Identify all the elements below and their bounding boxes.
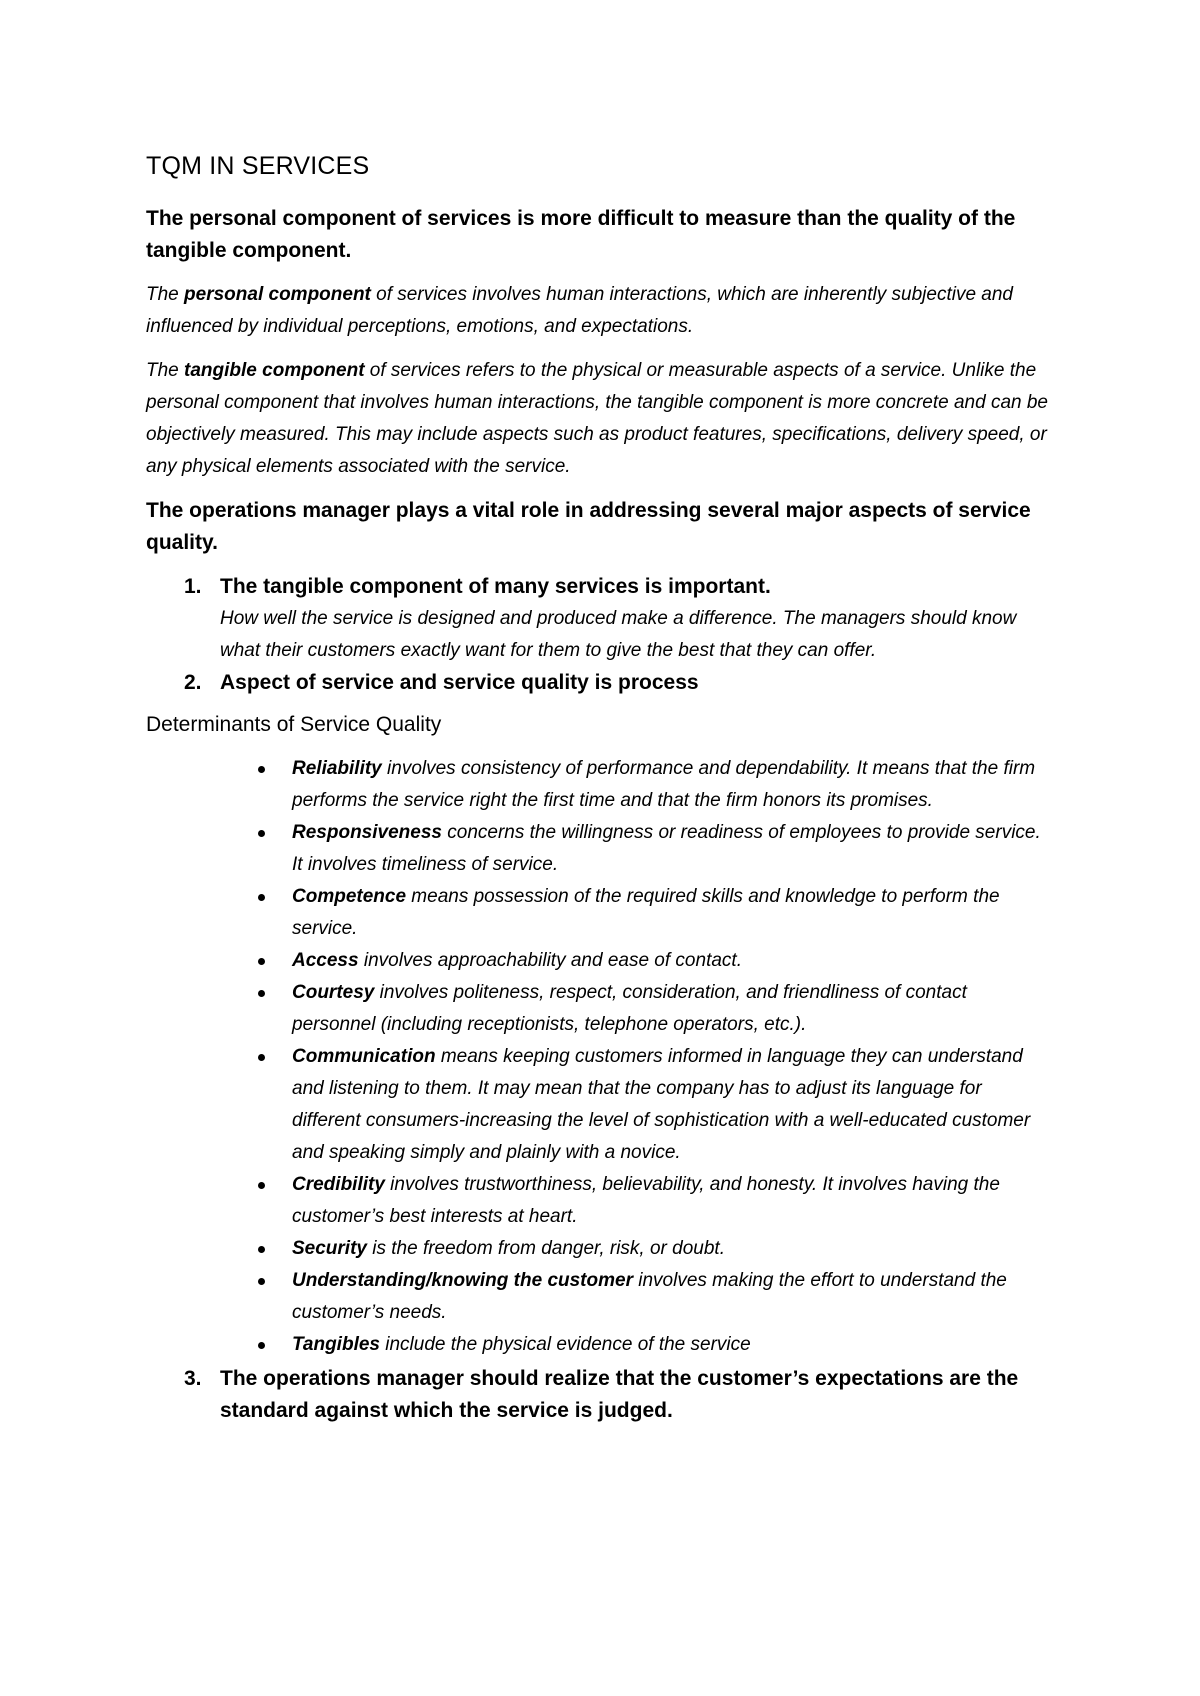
determinants-list — [146, 753, 1050, 1361]
determinant-term: Tangibles — [292, 1334, 380, 1355]
determinant-item — [146, 881, 1050, 945]
determinant-text: involves politeness, respect, consideration, and friendliness of contact personnel (including receptionists, telephone operators, etc.). — [292, 982, 967, 1035]
list-number: 3. — [184, 1367, 202, 1390]
determinant-text: involves approachability and ease of contact. — [358, 950, 742, 971]
determinant-term: Security — [292, 1238, 367, 1259]
determinant-item — [146, 1329, 1050, 1361]
determinant-term: Courtesy — [292, 982, 375, 1003]
list-item-title: The operations manager should realize that the customer’s expectations are the standard against which the service is judged. — [220, 1367, 1019, 1422]
determinant-text: involves trustworthiness, believability, and honesty. It involves having the customer’s best interests at heart. — [292, 1174, 1000, 1227]
bullet-icon — [258, 1278, 265, 1285]
determinant-item — [146, 1041, 1050, 1169]
determinants-heading: Determinants of Service Quality — [146, 713, 442, 736]
paragraph-personal-component — [146, 279, 1050, 343]
list-item — [146, 667, 1050, 699]
determinant-item — [146, 1169, 1050, 1233]
determinant-text: concerns the willingness or readiness of employees to provide service. It involves timeliness of service. — [292, 822, 1041, 875]
para1-pre: The — [146, 284, 185, 305]
bullet-icon — [258, 830, 265, 837]
determinant-text: means keeping customers informed in language they can understand and listening to them. It may mean that the company has to adjust its language for different consumers-increasing the level of sophistication with a well-educated customer and speaking simply and plainly with a novice. — [292, 1046, 1031, 1163]
determinant-term: Access — [292, 950, 359, 971]
determinant-item — [146, 945, 1050, 977]
determinant-term: Understanding/knowing the customer — [292, 1270, 633, 1291]
determinant-item — [146, 1265, 1050, 1329]
determinant-text: involves consistency of performance and dependability. It means that the firm performs the service right the first time and that the firm honors its promises. — [292, 758, 1036, 811]
bullet-icon — [258, 1342, 265, 1349]
numbered-list — [146, 571, 1050, 699]
heading-personal-vs-tangible: The personal component of services is more difficult to measure than the quality of the tangible component. — [146, 207, 1016, 262]
paragraph-tangible-component — [146, 355, 1050, 483]
list-item-title: Aspect of service and service quality is process — [220, 671, 699, 694]
determinant-text: include the physical evidence of the service — [379, 1334, 751, 1355]
determinant-item — [146, 817, 1050, 881]
heading-operations-manager: The operations manager plays a vital role in addressing several major aspects of service quality. — [146, 499, 1031, 554]
determinant-term: Responsiveness — [292, 822, 442, 843]
para2-post: of services refers to the physical or measurable aspects of a service. Unlike the personal component that involves human interactions, the tangible component is more concrete and can be objectively measured. This may include aspects such as product features, specifications, delivery speed, or any physical elements associated with the service. — [146, 360, 1048, 477]
para1-post: of services involves human interactions, which are inherently subjective and influenced by individual perceptions, emotions, and expectations. — [146, 284, 1013, 337]
numbered-list-continued — [146, 1363, 1050, 1427]
list-item — [146, 571, 1050, 667]
bullet-icon — [258, 1182, 265, 1189]
list-number: 2. — [184, 671, 202, 694]
determinant-text: involves making the effort to understand the customer’s needs. — [292, 1270, 1007, 1323]
para1-term: personal component — [184, 284, 371, 305]
determinant-item — [146, 753, 1050, 817]
determinant-term: Communication — [292, 1046, 436, 1067]
determinant-text: is the freedom from danger, risk, or doubt. — [366, 1238, 725, 1259]
determinant-item — [146, 977, 1050, 1041]
determinant-term: Reliability — [292, 758, 382, 779]
bullet-icon — [258, 990, 265, 997]
bullet-icon — [258, 766, 265, 773]
list-item-title: The tangible component of many services is important. — [220, 575, 771, 598]
determinant-text: means possession of the required skills and knowledge to perform the service. — [292, 886, 1000, 939]
bullet-icon — [258, 894, 265, 901]
bullet-icon — [258, 1054, 265, 1061]
list-number: 1. — [184, 575, 202, 598]
bullet-icon — [258, 1246, 265, 1253]
determinant-item — [146, 1233, 1050, 1265]
list-item-body: How well the service is designed and produced make a difference. The managers should know what their customers exactly want for them to give the best that they can offer. — [220, 608, 1017, 661]
para2-pre: The — [146, 360, 185, 381]
bullet-icon — [258, 958, 265, 965]
page-title: TQM IN SERVICES — [146, 152, 370, 180]
list-item — [146, 1363, 1050, 1427]
determinant-term: Credibility — [292, 1174, 385, 1195]
para2-term: tangible component — [184, 360, 365, 381]
determinant-term: Competence — [292, 886, 407, 907]
